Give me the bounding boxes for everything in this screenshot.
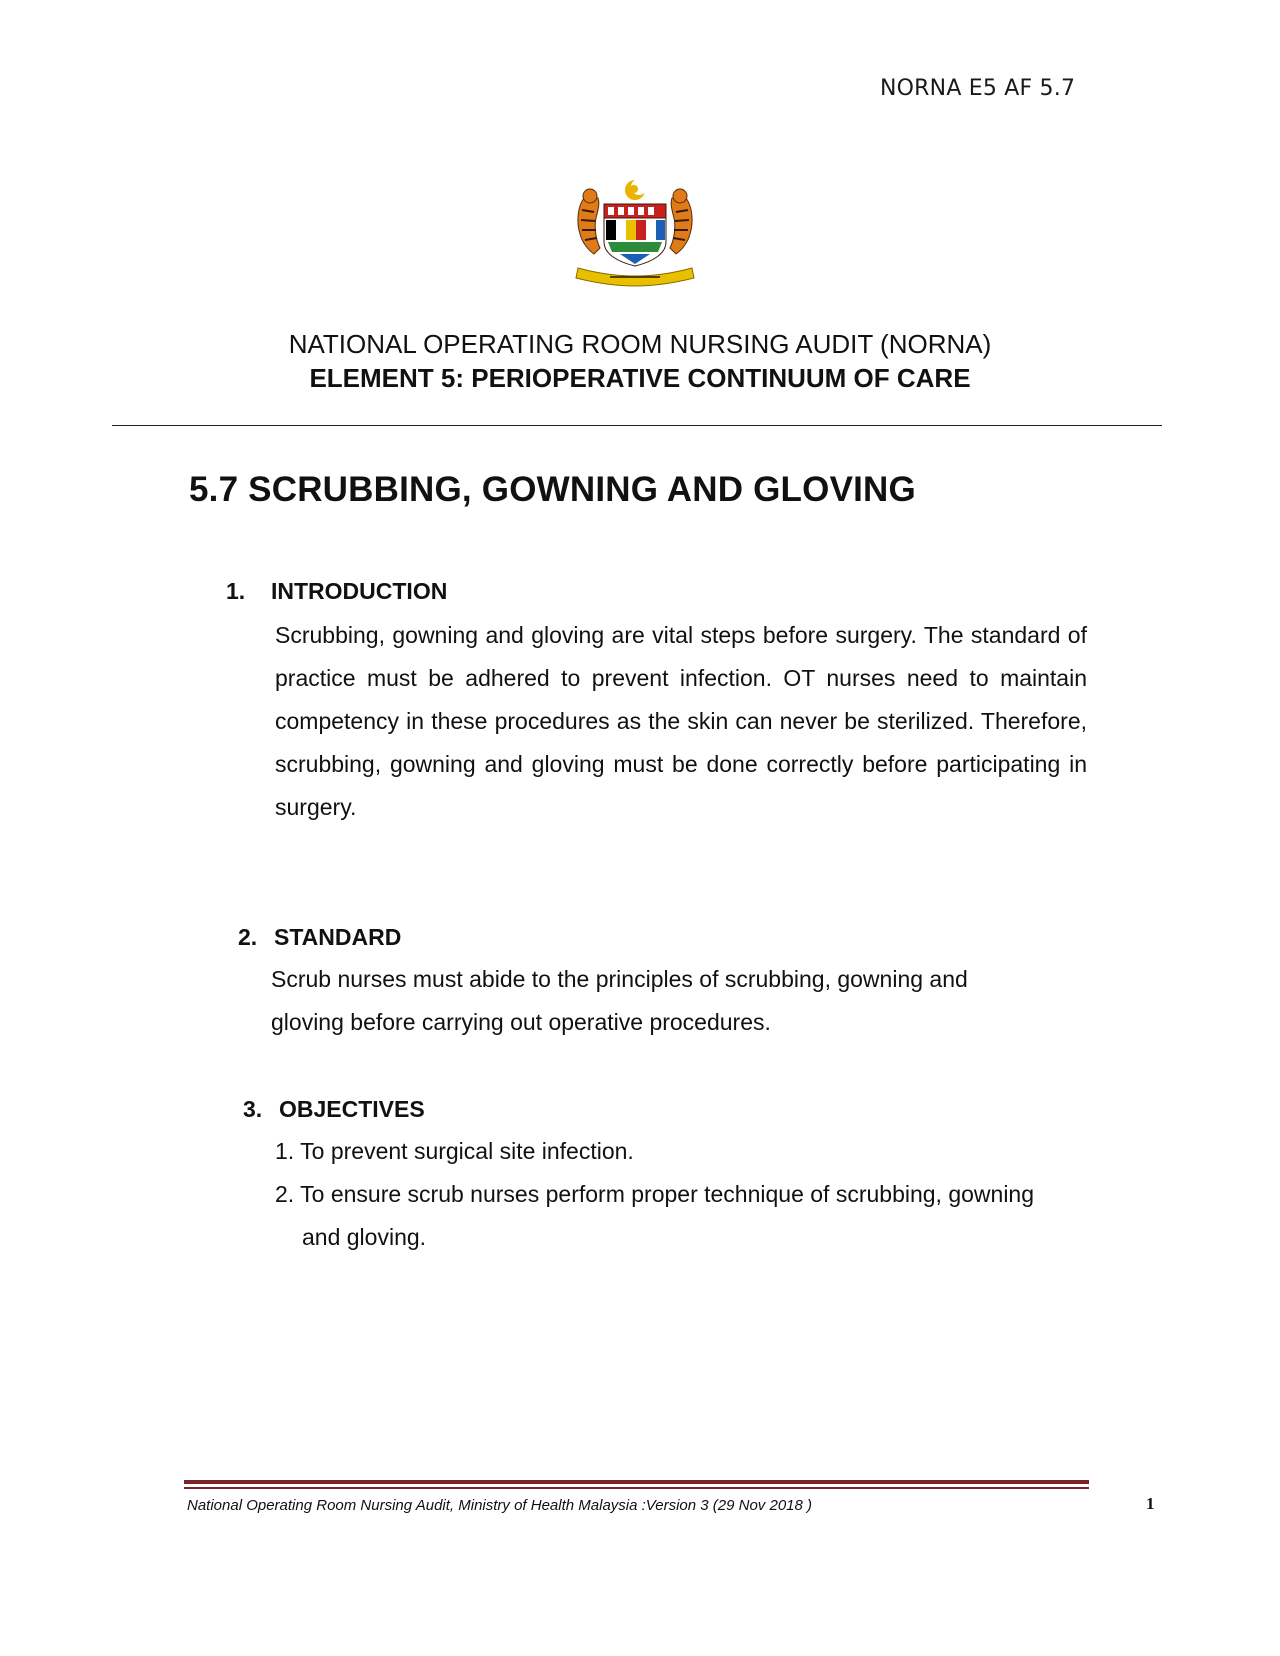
introduction-heading bbox=[226, 576, 447, 606]
page-number: 1 bbox=[1146, 1494, 1155, 1513]
introduction-number: 1. bbox=[226, 578, 246, 604]
objective-item: 1. To prevent surgical site infection. bbox=[275, 1138, 634, 1164]
introduction-heading-label: INTRODUCTION bbox=[271, 578, 448, 604]
footer-text: National Operating Room Nursing Audit, Ministry of Health Malaysia :Version 3 (29 Nov 2018 ) bbox=[187, 1497, 813, 1514]
standard-number: 2. bbox=[238, 924, 258, 950]
footer-rule-thin bbox=[184, 1487, 1089, 1489]
objective-item: 2. To ensure scrub nurses perform proper technique of scrubbing, gowning and gloving. bbox=[275, 1181, 1035, 1250]
standard-body: Scrub nurses must abide to the principles of scrubbing, gowning and gloving before carrying out operative procedures. bbox=[271, 966, 968, 1035]
objectives-heading-label: OBJECTIVES bbox=[279, 1096, 425, 1122]
coat-of-arms-icon bbox=[570, 176, 700, 292]
document-code: NORNA E5 AF 5.7 bbox=[880, 76, 1076, 101]
element-title: ELEMENT 5: PERIOPERATIVE CONTINUUM OF CARE bbox=[309, 363, 971, 393]
section-title: 5.7 SCRUBBING, GOWNING AND GLOVING bbox=[189, 470, 916, 509]
audit-title: NATIONAL OPERATING ROOM NURSING AUDIT (NORNA) bbox=[288, 329, 992, 359]
footer-rule bbox=[184, 1480, 1089, 1484]
objectives-number: 3. bbox=[243, 1096, 263, 1122]
introduction-body: Scrubbing, gowning and gloving are vital steps before surgery. The standard of practice must be adhered to prevent infection. OT nurses need to maintain competency in these procedures as the skin can never be sterilized. Therefore, scrubbing, gowning and gloving must be done correctly before participating in surgery. bbox=[275, 622, 1087, 820]
standard-heading-label: STANDARD bbox=[274, 924, 402, 950]
objectives-heading bbox=[243, 1094, 425, 1124]
standard-heading bbox=[238, 922, 401, 952]
header-divider bbox=[112, 425, 1162, 426]
